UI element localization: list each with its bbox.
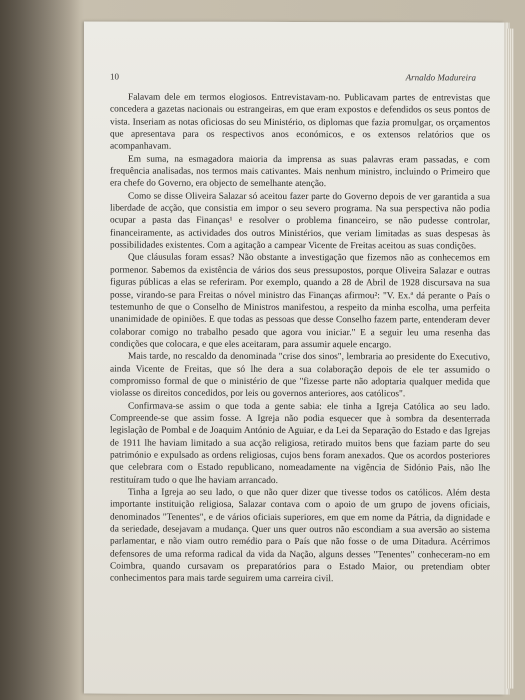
page-edges: [506, 29, 514, 689]
paragraph: Tinha a Igreja ao seu lado, o que não quer dizer que tivesse todos os católicos. Além desta importante instituição religiosa, Salazar contava com o apoio de um grupo de jovens oficiais, denominados "Tenentes", e de vários oficiais superiores, em que em nome da Pátria, da dignidade e da seriedade, desejavam a mudança. Quer uns quer outros não escondiam a sua aversão ao sistema parlamentar, e não viam outro remédio para o País que não fosse o de uma Ditadura. Acérrimos defensores de uma reforma radical da vida da Nação, alguns desses "Tenentes" conheceram-no em Coimbra, quando cursavam os preparatórios para o Estado Maior, ou pretendiam obter conhecimentos para mais tarde seguirem uma carreira civil.: [110, 487, 490, 585]
page-header: [110, 72, 484, 87]
running-head-author: Arnaldo Madureira: [405, 72, 476, 83]
paragraph: Em suma, na esmagadora maioria da imprensa as suas palavras eram passadas, e com frequência analisadas, nos termos mais cativantes. Mais nenhum ministro, incluindo o Primeiro que era chefe do Governo, era objecto de semelhante atenção.: [110, 154, 490, 190]
paragraph: Confirmava-se assim o que toda a gente sabia: ele tinha a Igreja Católica ao seu lado. Compreende-se que assim fosse. A Igreja não podia esquecer que à sombra da desenterrada legislação de Pombal e de Joaquim António de Aguiar, e da Lei da Separação do Estado e das Igrejas de 1911 lhe haviam limitado a sua acção religiosa, retirado muitos bens que faziam parte do seu património e expulsado as ordens religiosas, cujos bens foram anexados. Que os acordos posteriores que celebrara com o Estado republicano, nomeadamente na vigência de Sidónio Pais, não lhe restituíram tudo o que lhe haviam arrancado.: [110, 401, 490, 486]
paragraph: Mais tarde, no rescaldo da denominada "crise dos sinos", lembraria ao presidente do Executivo, ainda Vicente de Freitas, que só lhe dera a sua colaboração depois de ele ter assumido o compromisso formal de que o ministério de que "fizesse parte não adoptaria qualquer medida que violasse os direitos concedidos, por leis ou governos anteriores, aos católicos".: [110, 351, 490, 400]
body-text: [110, 92, 490, 587]
paragraph: Falavam dele em termos elogiosos. Entrevistavam-no. Publicavam partes de entrevistas que concedera a gazetas nacionais ou estrangeiras, em que eram expostos e defendidos os seus pontos de vista. Inseriam as notas oficiosas do seu Ministério, os diplomas que fazia promulgar, os orçamentos que apresentava para os respectivos anos económicos, e os extensos relatórios que os acompanhavam.: [110, 92, 490, 153]
paragraph: Que cláusulas foram essas? Não obstante a investigação que fizemos não as conhecemos em pormenor. Sabemos da existência de vários dos seus pressupostos, porque Oliveira Salazar e outras figuras públicas a elas se referiram. Por exemplo, quando a 28 de Abril de 1928 discursava na sua posse, virando-se para Freitas o nóvel ministro das Finanças afirmou²: "V. Ex.ª dá perante o País o testemunho de que o Conselho de Ministros manifestou, a respeito da minha escolha, uma perfeita unanimidade de opiniões. E que todas as pessoas que desse Conselho fazem parte, entenderam dever colaborar comigo no trabalho pesado que agora vou iniciar." E a seguir leu uma resenha das condições que colocara, e que eles aceitaram, para assumir aquele encargo.: [110, 253, 490, 351]
background-shadow: [0, 0, 80, 700]
paragraph: Como se disse Oliveira Salazar só aceitou fazer parte do Governo depois de ver garantida a sua liberdade de acção, que consistia em impor o seu severo programa. Na sua perspectiva não podia ocupar a pasta das Finanças¹ e resolver o problema financeiro, se não pudesse controlar, financeiramente, as actividades dos outros Ministérios, que veriam limitadas as suas despesas às possibilidades existentes. Com a agitação a campear Vicente de Freitas aceitou as suas condições.: [110, 191, 490, 252]
book-page: [84, 21, 504, 694]
page-number: 10: [110, 71, 119, 82]
